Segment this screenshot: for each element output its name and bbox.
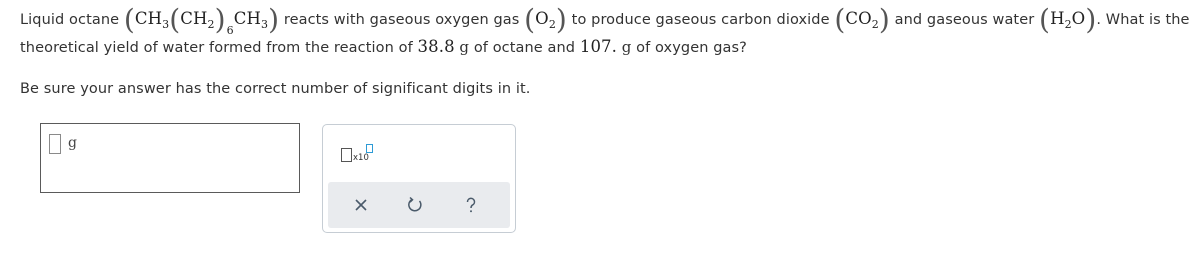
answer-input[interactable] — [49, 134, 61, 154]
co2-formula: $(CO_2)$ — [834, 3, 890, 36]
produce-text: to produce gaseous carbon dioxide — [571, 12, 830, 28]
answer-unit-label: g — [68, 135, 77, 151]
tool-actions-bar — [328, 182, 510, 228]
question-line-1 — [20, 2, 1190, 36]
exponent-box-icon — [366, 144, 373, 153]
whatis-text: . What is the — [1096, 12, 1190, 28]
line2-text-c: of oxygen gas? — [636, 40, 747, 56]
mantissa-box-icon — [341, 148, 352, 162]
undo-button[interactable] — [405, 195, 425, 215]
answer-box[interactable] — [40, 123, 300, 193]
undo-icon — [405, 195, 425, 215]
scientific-notation-button[interactable] — [339, 136, 387, 168]
octane-formula: $(CH_3(CH_2)_6CH_3)$ — [123, 3, 280, 37]
octane-mass-value: 38.8 — [417, 37, 455, 56]
water-formula: $(H_2O)$ — [1039, 3, 1097, 36]
octane-mass-unit: g — [459, 38, 470, 56]
oxygen-mass-unit: g — [621, 38, 632, 56]
tool-panel — [322, 124, 516, 233]
reacts-text: reacts with gaseous oxygen gas — [283, 12, 520, 28]
help-button[interactable] — [461, 195, 481, 215]
close-icon — [351, 195, 371, 215]
and-text: and gaseous water — [894, 12, 1035, 28]
oxygen-mass-value: 107. — [579, 37, 617, 56]
line2-text-b: of octane and — [473, 40, 576, 56]
question-intro: Liquid octane — [20, 12, 120, 28]
sigfig-note: Be sure your answer has the correct number of significant digits in it. — [20, 81, 531, 97]
x10-label: x10 — [353, 153, 369, 163]
oxygen-formula: $(O_2)$ — [524, 3, 567, 36]
question-line-2 — [20, 35, 747, 60]
line2-text-a: theoretical yield of water formed from the reaction of — [20, 40, 413, 56]
help-icon — [461, 195, 481, 215]
clear-button[interactable] — [351, 195, 371, 215]
